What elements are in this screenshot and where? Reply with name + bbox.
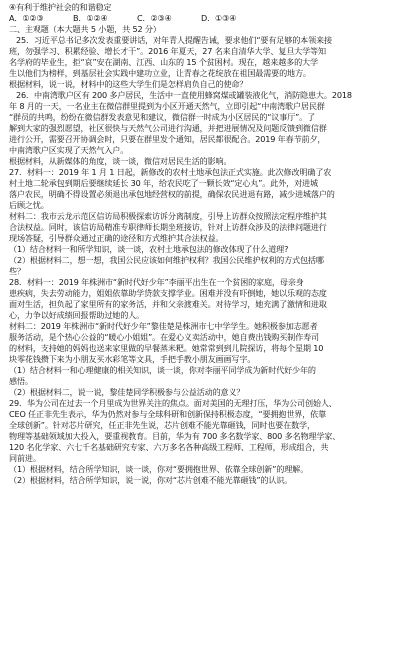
statement-4: ④有利于维护社会的和谐稳定 [9,2,112,12]
question-line: 26．中南湾歌户区有 200 多户居民，生活中一直使用蜂窝煤或罐装液化气，消防隐患大。2018 [16,90,352,100]
question-26 [9,90,412,167]
question-line: 患疾病，失去劳动能力，姐姐依靠助学贷款支撑学业。困难并没有吓倒她，她以乐观的态度 [9,288,327,298]
question-line: 生以他们为榜样，到基层社会实践中建功立业，让青春之花绽放在祖国最需要的地方。 [9,68,311,78]
question-line: 进行公开，需要召开协调会时，只要在群里发个通知，居民都很配合。2019 年春节前夕， [9,134,326,144]
question-line: 村土地二轮承包到期后要继续延长 30 年，给农民吃了一颗长效“定心丸”。此外，对进城 [9,178,318,188]
section-heading: 二、主观题（本大题共 5 小题，共 52 分） [9,24,161,34]
sub-question-1: （1）结合材料一和所学知识，谈一谈，农村土地承包法的修改体现了什么道理? [9,244,289,254]
question-prompt: 根据材料，从新媒体的角度，谈一谈，微信对居民生活的影响。 [9,156,232,166]
question-27 [9,167,412,277]
question-line: 后顾之忧。 [9,200,49,210]
sub-question-2: （2）根据材料二，想一想，我国公民应该如何维护权利？我国公民维护权利的方式包括哪 [9,255,324,265]
sub-question-1: （1）根据材料，结合所学知识，谈一谈，你对“要拥抱世界、依靠全球创新”的理解。 [9,464,309,474]
question-line: 的材料，支持她的妈妈也送来家里做的早餐蒸米粑。她常常到到儿院探访，将每个星期 10 [9,343,324,353]
question-line: 合法权益。同时，该信访局精准专职律师长期坐班接访，针对上访群众涉及的法律问题进行 [9,222,327,232]
option-c: C．②③④ [137,13,172,23]
question-line: 些？ [9,266,25,276]
question-line: CEO 任正非先生表示，华为仍然对参与全球科研和创新保持积极态度，“要拥抱世界，依靠 [9,409,327,419]
question-line: 班，勿强学习、积累经验、增长才干”。2016 年夏天，27 名来自清华大学、复旦大学等知 [9,46,326,56]
question-line: 心，力争以好成绩回报帮助过她的人。 [9,310,145,320]
question-line: 现场答疑，引导群众通过正确的途径和方式维护其合法权益。 [9,233,224,243]
option-d: D．①③④ [201,13,237,23]
question-28 [9,277,412,398]
question-line: 28．材料一：2019 年株洲市“新时代好少年”李丽平出生在一个贫困的家庭，母亲身 [9,277,304,287]
question-line: 同前进。 [9,453,41,463]
question-line: “群员的共鸣，纷纷在微信群发表意见和建议，微信群一时成为小区居民的“议事厅”。了 [9,112,316,122]
question-line: 解到大家的强烈愿望，社区很快与天然气公司进行沟通，并把进展情况及问题反馈到微信群 [9,123,327,133]
question-line: 120 名化学家、六七千名基础研究专家、六万多名各种高级工程师、工程师，形成组合，共 [9,442,329,452]
question-line: 服务活动，是个热心公益的“暖心小姐姐”。在爱心义卖活动中，她自费出钱购买制作寿司 [9,332,319,342]
question-line: 全球创新”。针对芯片研究，任正非先生说，芯片创难不能光靠砸钱，同时也要在数学， [9,420,315,430]
question-line: 落户农民，明确不得设置必须退出承包地经营权的前提，确保农民进退有路，减少进城落户的 [9,189,335,199]
sub-question-2: （2）根据材料二，说一说，黎佳楚同学积极参与公益活动的意义？ [9,387,245,397]
question-line: 29．华为公司在过去一个月里成为世界关注的焦点。面对美国的无理打压，华为公司创始人、 [9,398,337,408]
question-line: 名学府的毕业生，拒“哀”安在湖南、江西、山东的 15 个贫困村。现在，越来越多的大学 [9,57,318,67]
question-line: 年 8 月的一天，一名业主在微信群里提到为小区开通天然气，立即引起“中南湾歌户居民群 [9,101,325,111]
sub-question-2: （2）根据材料，结合所学知识，说一说，你对“芯片创难不能光靠砸钱”的认识。 [9,475,293,485]
question-line: 块零花钱攒下来为小朋友买水彩笔等文具，手把手教小朋友画画写字。 [9,354,256,364]
question-line: 27．材料一：2019 年 1 月 1 日起，新修改的农村土地承包法正式实施。此次修改明确了农 [9,167,332,177]
question-line: 感悟。 [9,376,33,386]
question-29 [9,398,412,486]
question-line: 面对生活，担负起了家里所有的家务活，并和父亲渡难关。对待学习，她充满了激情和进取 [9,299,327,309]
option-b: B．①②④ [73,13,108,23]
question-line: 材料二：我市云龙示范区信访局积极探索访诉分离制度，引导上访群众按照法定程序维护其 [9,211,327,221]
question-line: 物理等基础领域加大投入，要重视教育。目前，华为有 700 多名数学家、800 多名物理学家、 [9,431,341,441]
sub-question-1: （1）结合材料一和心理健康的相关知识，谈一谈，你对李丽平同学成为新时代好少年的 [9,365,316,375]
question-line: 中南湾歌户区实现了天然气入户。 [9,145,129,155]
question-25 [9,35,412,90]
question-prompt: 根据材料，说一说，材料中的这些大学生们是怎样肩负自己的使命？ [9,79,248,89]
answer-options [9,13,412,24]
question-line: 材料二：2019 年株洲市“新时代好少年”黎佳楚是株洲市七中学学生。她积极参加志愿者 [9,321,318,331]
option-a: A．①②③ [9,13,44,23]
question-line: 25．习近平总书记多次发表重要讲话，对年青人提醒告诫，要求他们“要有足够的本领来接 [16,35,332,45]
